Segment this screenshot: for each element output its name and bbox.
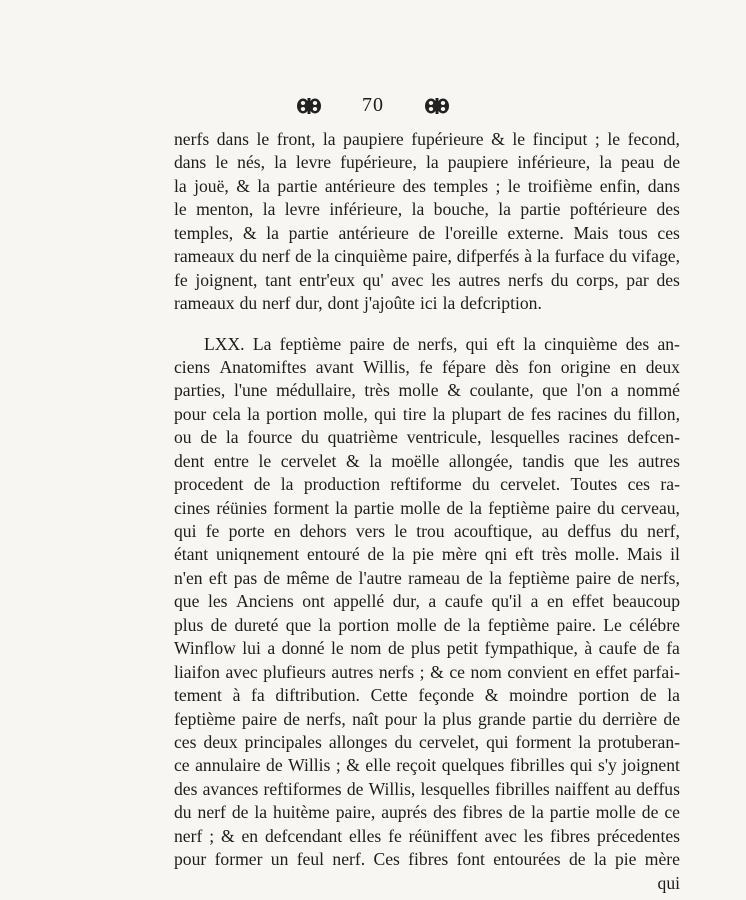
text-line: ce annulaire de Willis ; & elle reçoit quelques fibrilles qui s'y joignent bbox=[174, 755, 680, 776]
catchword: qui bbox=[657, 872, 680, 893]
text-line: temples, & la partie antérieure de l'oreille externe. Mais tous ces bbox=[174, 222, 680, 243]
text-line: le menton, la levre inférieure, la bouche, la partie poftérieure des bbox=[174, 199, 680, 220]
page-number: 70 bbox=[362, 94, 384, 116]
text-line: n'en eft pas de même de l'autre rameau de la feptième paire de nerfs, bbox=[174, 567, 680, 588]
text-line: des avances reftiformes de Willis, lesquelles fibrilles naiffent au deffus bbox=[174, 778, 680, 799]
text-line: nerfs dans le front, la paupiere fupérieure & le finciput ; le fecond, bbox=[174, 129, 680, 149]
text-line: étant uniqnement entouré de la pie mère qni eft très molle. Mais il bbox=[174, 544, 680, 565]
text-line: procedent de la production reftiforme du cervelet. Toutes ces ra- bbox=[174, 474, 680, 495]
text-line: tement à fa diftribution. Cette feçonde & moindre portion de la bbox=[174, 685, 680, 706]
text-line: Winflow lui a donné le nom de plus petit fympathique, à caufe de fa bbox=[174, 638, 680, 659]
text-line: plus de dureté que la portion molle de la feptième paire. Le célébre bbox=[174, 614, 680, 635]
text-line: nerf ; & en defcendant elles fe réüniffent avec les fibres précedentes bbox=[174, 825, 680, 846]
text-line: dans le nés, la levre fupérieure, la paupiere inférieure, la peau de bbox=[174, 152, 680, 173]
text-line: liaifon avec plufieurs autres nerfs ; & ce nom convient en effet parfai- bbox=[174, 661, 680, 682]
text-line: pour former un feul nerf. Ces fibres font entourées de la pie mère bbox=[174, 849, 680, 870]
text-line: la jouë, & la partie antérieure des temples ; le troifième enfin, dans bbox=[174, 175, 680, 196]
text-line: pour cela la portion molle, qui tire la plupart de fes racines du fillon, bbox=[174, 403, 680, 424]
text-line: ciens Anatomiftes avant Willis, fe fépare dès fon origine en deux bbox=[174, 356, 680, 377]
text-line: ces deux principales allonges du cervelet, qui forment la protuberan- bbox=[174, 731, 680, 752]
fleuron-left-icon bbox=[294, 97, 324, 115]
text-line: du nerf de la huitème paire, auprés des fibres de la partie molle de ce bbox=[174, 802, 680, 823]
text-line: ou de la fource du quatrième ventricule, lesquelles racines defcen- bbox=[174, 427, 680, 448]
text-line: fe joignent, tant entr'eux qu' avec les autres nerfs du corps, par des bbox=[174, 269, 680, 290]
text-line: cines réünies forment la partie molle de la feptième paire du cerveau, bbox=[174, 497, 680, 518]
fleuron-right-icon bbox=[422, 97, 452, 115]
text-line: que les Anciens ont appellé dur, a caufe qu'il a en effet beaucoup bbox=[174, 591, 680, 612]
paragraph-lxx bbox=[174, 333, 680, 872]
body-text bbox=[174, 128, 680, 895]
text-line: qui fe porte en dehors vers le trou acouftique, au deffus du nerf, bbox=[174, 521, 680, 541]
text-line: dent entre le cervelet & la moëlle allongée, tandis que les autres bbox=[174, 450, 680, 471]
paragraph-continuation bbox=[174, 128, 680, 316]
text-line: parties, l'une médullaire, très molle & coulante, que l'on a nommé bbox=[174, 380, 680, 401]
text-line: rameaux du nerf dur, dont j'ajoûte ici la defcription. bbox=[174, 293, 542, 314]
text-line: rameaux du nerf de la cinquième paire, difperfés à la furface du vifage, bbox=[174, 246, 680, 267]
text-line: LXX. La feptième paire de nerfs, qui eft la cinquième des an- bbox=[204, 333, 680, 354]
text-line: feptième paire de nerfs, naît pour la plus grande partie du derrière de bbox=[174, 708, 680, 729]
page-header bbox=[0, 94, 746, 117]
